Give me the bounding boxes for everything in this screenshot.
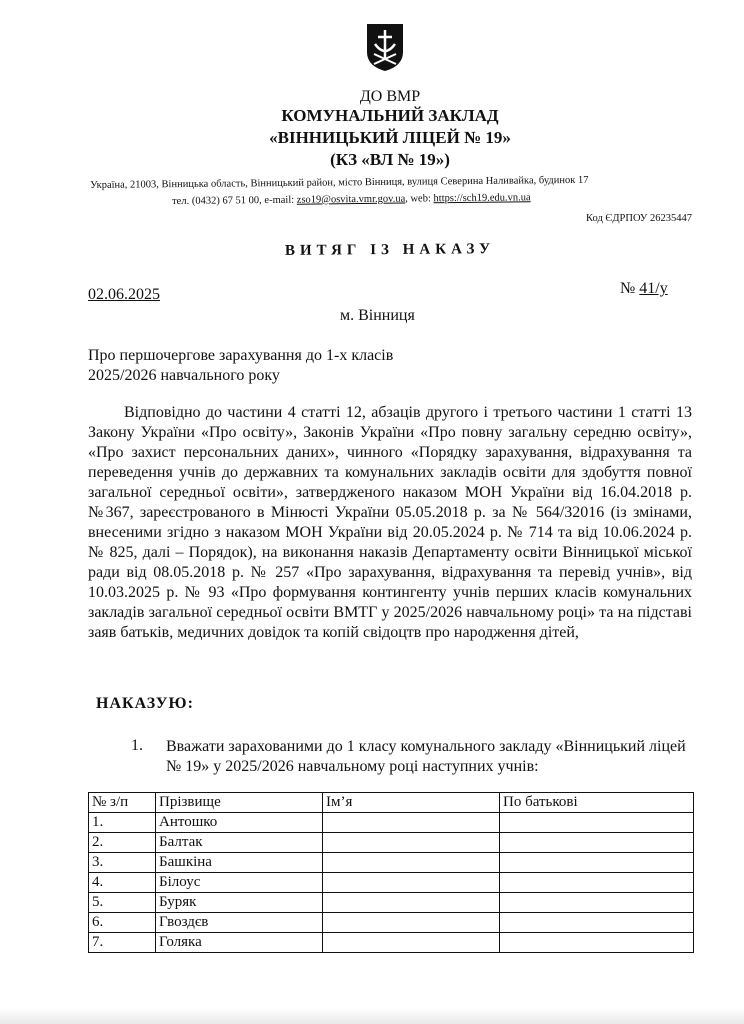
table-header-row: [89, 793, 694, 813]
order-number-prefix: №: [620, 280, 640, 297]
subject-line1: Про першочергове зарахування до 1-х класів: [88, 347, 394, 364]
row-patronymic: [500, 913, 694, 933]
row-name: [323, 893, 500, 913]
row-name: [323, 873, 500, 893]
row-name: [323, 813, 500, 833]
table-row: [89, 813, 694, 833]
order-word: НАКАЗУЮ:: [96, 695, 194, 712]
row-patronymic: [500, 833, 694, 853]
email-link[interactable]: zso19@osvita.vmr.gov.ua: [296, 193, 406, 206]
table-row: [89, 833, 694, 853]
row-patronymic: [500, 933, 694, 953]
table-row: [89, 893, 694, 913]
order-preamble: Відповідно до частини 4 статті 12, абзаців другого і третього частини 1 статті 13 Закону України «Про освіту», Законів України «Про повну загальну середню освіту», «Про захист персональних даних», чинного «Порядку зарахування, відрахування та переведення учнів до державних та комунальних закладів освіти для здобуття повної загальної середньої освіти», затвердженого наказом МОН України від 16.04.2018 р. №367, зареєстрованого в Мінюсті України 05.05.2018 р. за № 564/32016 (із змінами, внесеними згідно з наказом МОН України від 20.05.2024 р. № 714 та від 10.06.2024 р. № 825, далі – Порядок), на виконання наказів Департаменту освіти Вінницької міської ради від 08.05.2018 р. № 257 «Про зарахування, відрахування та перевід учнів», від 10.03.2025 р. № 93 «Про формування контингенту учнів перших класів комунальних закладів загальної середньої освіти ВМТГ у 2025/2026 навчальному році» та на підставі заяв батьків, медичних довідок та копій свідоцтв про народження дітей,: [88, 404, 692, 641]
row-surname: Білоус: [156, 873, 323, 893]
contacts-line: [172, 192, 531, 207]
row-number: 2.: [89, 833, 156, 853]
header-name: Ім’я: [323, 793, 500, 813]
order-number: [620, 280, 668, 298]
row-patronymic: [500, 813, 694, 833]
institution-short-name: (КЗ «ВЛ № 19»): [330, 150, 450, 169]
row-surname: Буряк: [156, 893, 323, 913]
coat-of-arms-icon: [365, 22, 405, 72]
website-link[interactable]: https://sch19.edu.vn.ua: [433, 192, 531, 205]
edrpou-code: Код ЄДРПОУ 26235447: [586, 213, 692, 224]
row-surname: Голяка: [156, 933, 323, 953]
address-line: Україна, 21003, Вінницька область, Вінницький район, місто Вінниця, вулиця Северина Наливайка, будинок 17: [90, 174, 589, 191]
table-row: [89, 913, 694, 933]
row-name: [323, 933, 500, 953]
row-number: 6.: [89, 913, 156, 933]
row-number: 3.: [89, 853, 156, 873]
row-surname: Балтак: [156, 833, 323, 853]
item-number: 1.: [131, 737, 143, 754]
order-date: 02.06.2025: [88, 286, 160, 303]
document-title: ВИТЯГ ІЗ НАКАЗУ: [284, 241, 496, 259]
contacts-prefix: тел. (0432) 67 51 00, e-mail:: [172, 194, 297, 207]
row-number: 1.: [89, 813, 156, 833]
header-number: № з/п: [89, 793, 156, 813]
order-number-value: 41/у: [639, 280, 668, 297]
row-surname: Антошко: [156, 813, 323, 833]
row-name: [323, 833, 500, 853]
subject-line2: 2025/2026 навчального року: [88, 367, 280, 384]
row-patronymic: [500, 873, 694, 893]
parent-organization: ДО ВМР: [359, 88, 421, 105]
table-row: [89, 873, 694, 893]
row-number: 5.: [89, 893, 156, 913]
order-subject: [88, 346, 393, 386]
page-bottom-shadow: [0, 1008, 744, 1024]
web-prefix: , web:: [405, 193, 434, 205]
row-patronymic: [500, 853, 694, 873]
item-text: Вважати зарахованими до 1 класу комунального закладу «Вінницький ліцей № 19» у 2025/2026 навчальному році наступних учнів:: [166, 738, 686, 775]
row-name: [323, 913, 500, 933]
header-surname: Прізвище: [156, 793, 323, 813]
row-number: 4.: [89, 873, 156, 893]
institution-name-line2: «ВІННИЦЬКИЙ ЛІЦЕЙ № 19»: [269, 128, 511, 147]
row-surname: Гвоздєв: [156, 913, 323, 933]
row-name: [323, 853, 500, 873]
header-patronymic: По батькові: [500, 793, 694, 813]
row-surname: Башкіна: [156, 853, 323, 873]
table-row: [89, 853, 694, 873]
row-number: 7.: [89, 933, 156, 953]
institution-name-line1: КОМУНАЛЬНИЙ ЗАКЛАД: [281, 106, 499, 125]
row-patronymic: [500, 893, 694, 913]
table-row: [89, 933, 694, 953]
students-table: [88, 792, 694, 953]
city: м. Вінниця: [340, 307, 415, 324]
